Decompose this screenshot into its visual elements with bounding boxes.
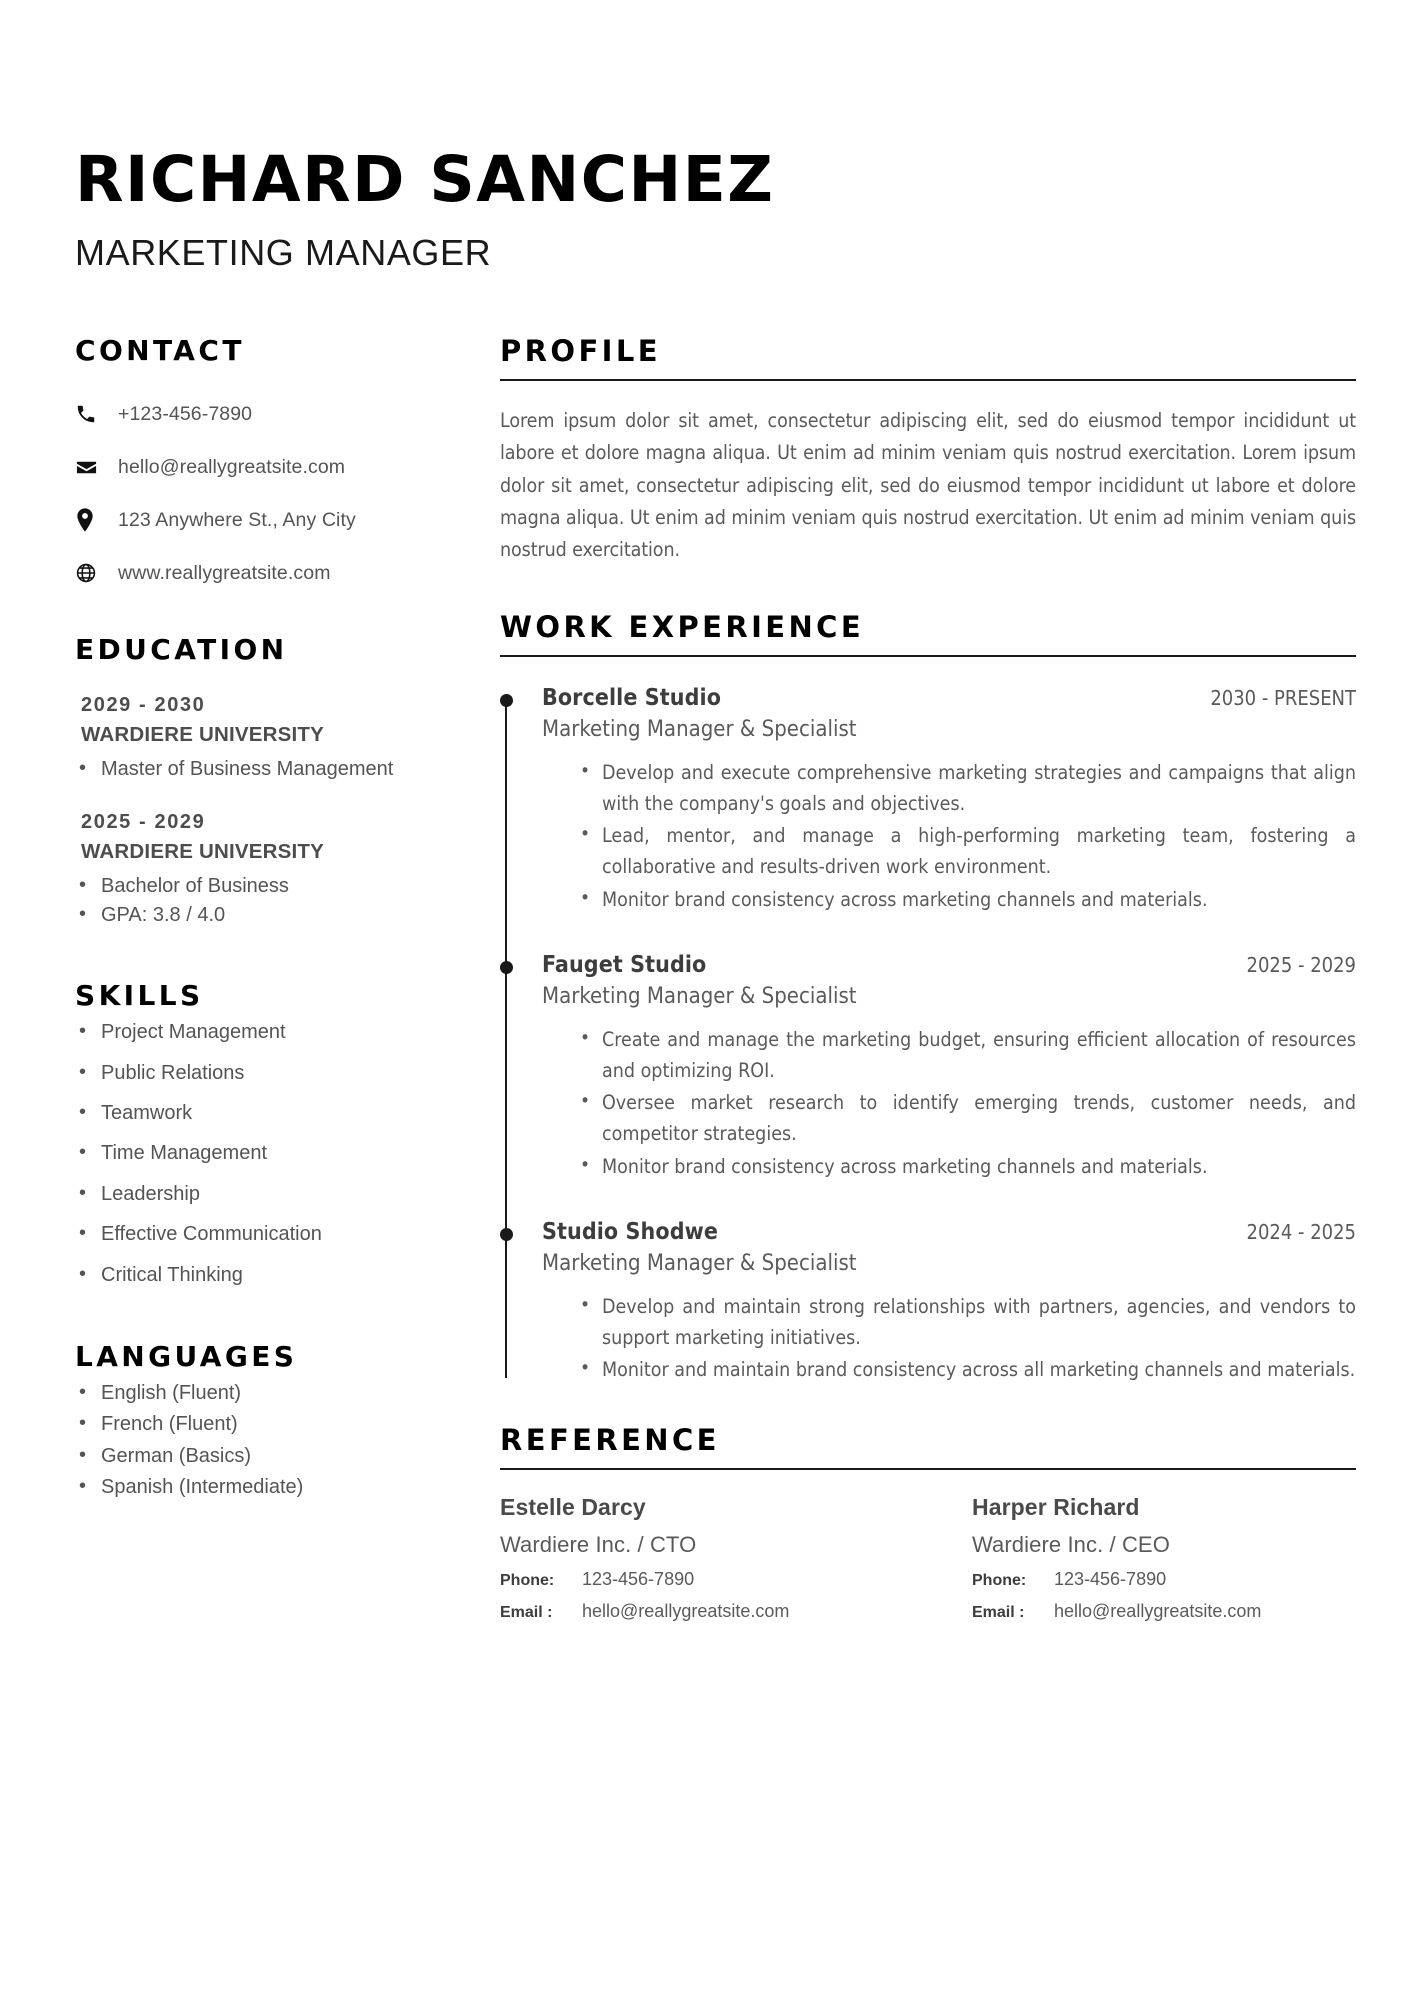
timeline-dot-icon	[500, 694, 513, 707]
list-item: • Develop and execute comprehensive marketing strategies and campaigns that align with the company's goals and objectives.	[576, 758, 1356, 820]
reference-name: Estelle Darcy	[500, 1494, 646, 1521]
divider	[500, 655, 1356, 657]
location-pin-icon	[75, 508, 109, 532]
reference-card	[928, 1494, 1356, 1622]
reference-phone-row	[500, 1569, 928, 1590]
reference-heading: REFERENCE	[500, 1423, 720, 1458]
reference-email-value: hello@reallygreatsite.com	[582, 1601, 790, 1622]
reference-name: Harper Richard	[972, 1494, 1140, 1521]
list-item: • Create and manage the marketing budget, ensuring efficient allocation of resources and optimizing ROI.	[576, 1025, 1356, 1087]
reference-email-value: hello@reallygreatsite.com	[1054, 1601, 1262, 1622]
work-entry	[542, 1219, 1356, 1386]
education-details	[75, 755, 443, 783]
work-bullets	[542, 758, 1356, 916]
work-role: Marketing Manager & Specialist	[542, 1250, 857, 1276]
contact-value-phone: +123-456-7890	[118, 402, 253, 425]
sidebar	[75, 334, 443, 1622]
envelope-icon	[75, 456, 109, 479]
work-experience-heading: WORK EXPERIENCE	[500, 609, 865, 644]
list-item: • German (Basics)	[75, 1442, 443, 1470]
work-dates: 2030 - PRESENT	[1210, 685, 1356, 710]
list-item: • Project Management	[75, 1018, 443, 1046]
reference-phone-value: 123-456-7890	[582, 1569, 695, 1590]
header-job-title: MARKETING MANAGER	[75, 232, 492, 273]
profile-section	[500, 334, 1356, 567]
work-role: Marketing Manager & Specialist	[542, 983, 857, 1009]
resume-body	[0, 334, 1414, 1622]
work-entry-header	[542, 1219, 1356, 1245]
work-dates: 2025 - 2029	[1246, 952, 1356, 977]
list-item: • French (Fluent)	[75, 1410, 443, 1438]
work-entry	[542, 685, 1356, 916]
contact-item-website[interactable]	[75, 560, 443, 586]
contact-value-email: hello@reallygreatsite.com	[118, 455, 346, 478]
education-years: 2029 - 2030	[81, 694, 206, 716]
list-item: • Effective Communication	[75, 1220, 443, 1248]
reference-role: Wardiere Inc. / CTO	[500, 1532, 697, 1558]
reference-grid	[500, 1494, 1356, 1622]
list-item: • Monitor brand consistency across marketing channels and materials.	[576, 1152, 1356, 1183]
languages-section	[75, 1339, 443, 1502]
list-item: • Bachelor of Business	[75, 872, 443, 900]
globe-icon	[75, 562, 109, 584]
contact-value-address: 123 Anywhere St., Any City	[118, 508, 356, 531]
list-item: • Master of Business Management	[75, 755, 443, 783]
profile-text: Lorem ipsum dolor sit amet, consectetur adipiscing elit, sed do eiusmod tempor incididunt ut labore et dolore magna aliqua. Ut enim ad minim veniam quis nostrud exercitation. Lorem ipsum dolor sit amet, consectetur adipiscing elit, sed do eiusmod tempor incididunt ut labore et dolore magna aliqua. Ut enim ad minim veniam quis nostrud exercitation. Ut enim ad minim veniam quis nostrud exercitation.	[500, 409, 1356, 562]
resume-header	[0, 0, 1414, 271]
languages-list	[75, 1379, 443, 1502]
reference-email-label: Email :	[500, 1604, 553, 1622]
list-item: • Monitor and maintain brand consistency across all marketing channels and materials.	[576, 1355, 1356, 1386]
reference-phone-label: Phone:	[972, 1572, 1027, 1590]
work-entry	[542, 952, 1356, 1183]
contact-item-phone[interactable]	[75, 401, 443, 427]
skills-list	[75, 1018, 443, 1289]
list-item: • GPA: 3.8 / 4.0	[75, 901, 443, 929]
work-bullets	[542, 1025, 1356, 1183]
education-section	[75, 633, 443, 929]
work-company: Borcelle Studio	[542, 684, 722, 711]
list-item: • English (Fluent)	[75, 1379, 443, 1407]
contact-item-email[interactable]	[75, 454, 443, 480]
work-company: Studio Shodwe	[542, 1218, 718, 1245]
education-school: WARDIERE UNIVERSITY	[81, 723, 324, 746]
timeline-dot-icon	[500, 961, 513, 974]
languages-heading: LANGUAGES	[75, 1339, 298, 1373]
skills-section	[75, 979, 443, 1289]
work-entry-header	[542, 685, 1356, 711]
list-item: • Develop and maintain strong relationships with partners, agencies, and vendors to support marketing initiatives.	[576, 1292, 1356, 1354]
list-item: • Oversee market research to identify emerging trends, customer needs, and competitor strategies.	[576, 1088, 1356, 1150]
reference-section	[500, 1423, 1356, 1622]
work-timeline	[500, 685, 1356, 1386]
list-item: • Lead, mentor, and manage a high-performing marketing team, fostering a collaborative and results-driven work environment.	[576, 821, 1356, 883]
reference-phone-label: Phone:	[500, 1572, 555, 1590]
main-content	[443, 334, 1356, 1622]
work-experience-section	[500, 609, 1356, 1386]
reference-card	[500, 1494, 928, 1622]
reference-email-row	[500, 1601, 928, 1622]
list-item: • Leadership	[75, 1180, 443, 1208]
education-entry	[75, 811, 443, 929]
education-details	[75, 872, 443, 929]
divider	[500, 379, 1356, 381]
list-item: • Public Relations	[75, 1059, 443, 1087]
list-item: • Monitor brand consistency across marketing channels and materials.	[576, 885, 1356, 916]
education-heading: EDUCATION	[75, 633, 288, 666]
list-item: • Teamwork	[75, 1099, 443, 1127]
page-title: RICHARD SANCHEZ	[75, 143, 775, 216]
reference-phone-value: 123-456-7890	[1054, 1569, 1167, 1590]
skills-heading: SKILLS	[75, 979, 204, 1013]
divider	[500, 1468, 1356, 1470]
work-role: Marketing Manager & Specialist	[542, 716, 857, 742]
work-entry-header	[542, 952, 1356, 978]
work-company: Fauget Studio	[542, 951, 707, 978]
work-dates: 2024 - 2025	[1246, 1219, 1356, 1244]
contact-value-website: www.reallygreatsite.com	[118, 561, 331, 584]
phone-icon	[75, 403, 109, 425]
reference-phone-row	[972, 1569, 1356, 1590]
timeline-line	[505, 695, 507, 1378]
timeline-dot-icon	[500, 1228, 513, 1241]
contact-heading: CONTACT	[75, 334, 245, 367]
contact-section	[75, 334, 443, 586]
work-bullets	[542, 1292, 1356, 1386]
education-entry	[75, 694, 443, 783]
contact-item-address[interactable]	[75, 507, 443, 533]
reference-role: Wardiere Inc. / CEO	[972, 1532, 1170, 1558]
reference-email-row	[972, 1601, 1356, 1622]
list-item: • Time Management	[75, 1139, 443, 1167]
education-school: WARDIERE UNIVERSITY	[81, 840, 324, 864]
contact-list	[75, 401, 443, 586]
reference-email-label: Email :	[972, 1604, 1025, 1622]
profile-heading: PROFILE	[500, 334, 661, 368]
list-item: • Spanish (Intermediate)	[75, 1473, 443, 1501]
list-item: • Critical Thinking	[75, 1261, 443, 1289]
education-years: 2025 - 2029	[81, 811, 206, 834]
